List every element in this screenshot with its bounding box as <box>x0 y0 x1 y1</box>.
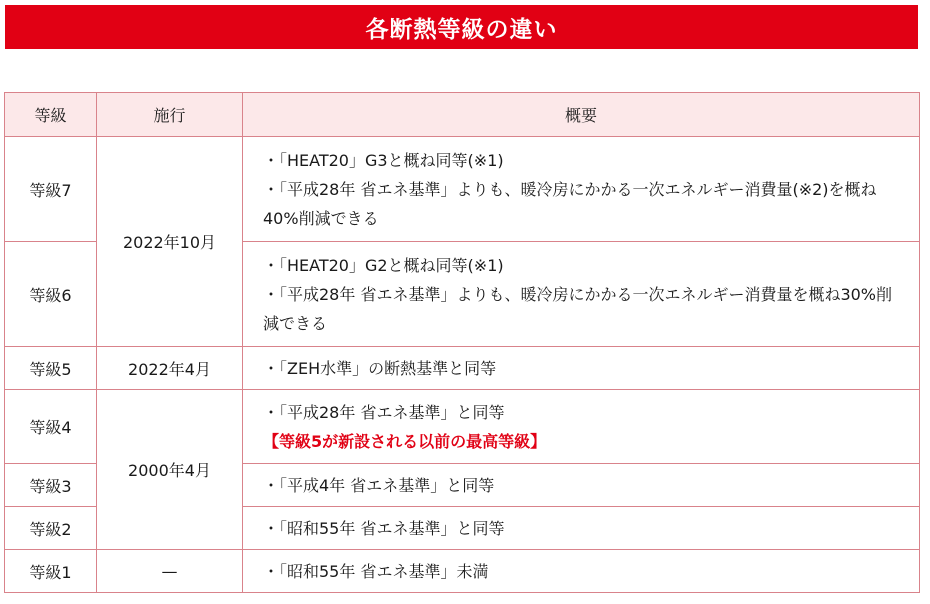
summary-cell <box>243 550 920 593</box>
page-title: 各断熱等級の違い <box>5 5 918 49</box>
summary-cell <box>243 242 920 347</box>
date-cell: 2022年10月 <box>97 137 243 347</box>
summary-cell <box>243 347 920 390</box>
grade-cell: 等級3 <box>5 464 97 507</box>
date-cell: 2022年4月 <box>97 347 243 390</box>
summary-note: 【等級5が新設される以前の最高等級】 <box>263 431 547 451</box>
header-grade: 等級 <box>5 93 97 137</box>
summary-line: ・「平成28年 省エネ基準」よりも、暖冷房にかかる一次エネルギー消費量(※2)を概ね40%削減できる <box>263 179 877 228</box>
summary-line: ・「昭和55年 省エネ基準」と同等 <box>263 518 505 538</box>
grade-cell: 等級6 <box>5 242 97 347</box>
header-summary: 概要 <box>243 93 920 137</box>
date-cell: 2000年4月 <box>97 390 243 550</box>
date-cell: — <box>97 550 243 593</box>
summary-cell <box>243 390 920 464</box>
grade-table <box>4 92 920 593</box>
header-date: 施行 <box>97 93 243 137</box>
table-row <box>5 550 920 593</box>
table-header-row <box>5 93 920 137</box>
summary-cell <box>243 464 920 507</box>
grade-cell: 等級4 <box>5 390 97 464</box>
summary-cell <box>243 137 920 242</box>
grade-cell: 等級1 <box>5 550 97 593</box>
summary-line: ・「ZEH水準」の断熱基準と同等 <box>263 358 497 378</box>
grade-cell: 等級5 <box>5 347 97 390</box>
summary-line: ・「平成28年 省エネ基準」と同等 <box>263 402 505 422</box>
table-row <box>5 137 920 242</box>
grade-cell: 等級7 <box>5 137 97 242</box>
table-row <box>5 390 920 464</box>
summary-cell <box>243 507 920 550</box>
summary-line: ・「平成28年 省エネ基準」よりも、暖冷房にかかる一次エネルギー消費量を概ね30%削減できる <box>263 284 893 333</box>
summary-line: ・「HEAT20」G3と概ね同等(※1) <box>263 150 504 170</box>
grade-cell: 等級2 <box>5 507 97 550</box>
summary-line: ・「昭和55年 省エネ基準」未満 <box>263 561 489 581</box>
summary-line: ・「HEAT20」G2と概ね同等(※1) <box>263 255 504 275</box>
table-row <box>5 347 920 390</box>
summary-line: ・「平成4年 省エネ基準」と同等 <box>263 475 495 495</box>
